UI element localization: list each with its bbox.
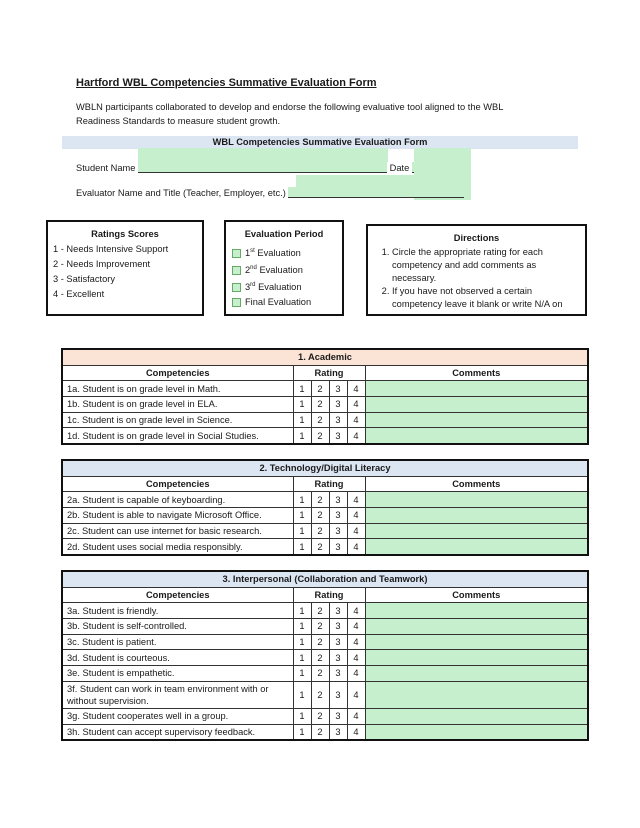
section-title: 1. Academic [62, 349, 588, 365]
ratings-heading: Ratings Scores [91, 229, 159, 239]
table-row [62, 708, 588, 724]
rating-option[interactable]: 1 [293, 650, 311, 666]
rating-option[interactable]: 3 [329, 508, 347, 524]
rating-option[interactable]: 2 [311, 381, 329, 397]
rating-option[interactable]: 2 [311, 508, 329, 524]
rating-option[interactable]: 1 [293, 397, 311, 413]
direction-item: 1. Circle the appropriate rating for each competency and add comments as necessary. [392, 246, 577, 285]
student-name-field[interactable] [138, 162, 387, 173]
intro-text: WBLN participants collaborated to develop and endorse the following evaluative tool aligned to the WBL Readiness Standards to measure student growth. [76, 102, 504, 126]
table-row [62, 539, 588, 555]
comments-field[interactable] [365, 412, 588, 428]
rating-option[interactable]: 1 [293, 724, 311, 740]
table-row [62, 650, 588, 666]
rating-option[interactable]: 4 [347, 619, 365, 635]
comments-field[interactable] [365, 650, 588, 666]
competencies-header: Competencies [62, 365, 293, 381]
period-option[interactable]: 1st Evaluation [232, 244, 336, 261]
rating-option[interactable]: 4 [347, 492, 365, 508]
table-row [62, 381, 588, 397]
evaluator-field[interactable] [288, 187, 464, 198]
rating-option[interactable]: 3 [329, 708, 347, 724]
checkbox-icon[interactable] [232, 283, 241, 292]
ratings-scores-box [46, 220, 204, 316]
rating-item: 4 - Excellent [53, 289, 105, 299]
competency-cell: 1c. Student is on grade level in Science. [62, 412, 293, 428]
rating-option[interactable]: 4 [347, 523, 365, 539]
rating-header: Rating [293, 587, 365, 603]
rating-option[interactable]: 2 [311, 634, 329, 650]
rating-option[interactable]: 2 [311, 619, 329, 635]
competency-cell: 1a. Student is on grade level in Math. [62, 381, 293, 397]
competency-cell: 3f. Student can work in team environment with or without supervision. [62, 681, 293, 708]
rating-option[interactable]: 4 [347, 603, 365, 619]
period-option[interactable]: Final Evaluation [232, 295, 336, 310]
competency-cell: 3d. Student is courteous. [62, 650, 293, 666]
rating-option[interactable]: 1 [293, 381, 311, 397]
section-title: 3. Interpersonal (Collaboration and Teamwork) [62, 571, 588, 587]
rating-option[interactable]: 3 [329, 539, 347, 555]
rating-option[interactable]: 3 [329, 724, 347, 740]
rating-option[interactable]: 1 [293, 603, 311, 619]
section-interpersonal [61, 570, 589, 741]
rating-option[interactable]: 4 [347, 650, 365, 666]
checkbox-icon[interactable] [232, 266, 241, 275]
date-label: Date [389, 163, 410, 173]
rating-option[interactable]: 2 [311, 523, 329, 539]
rating-option[interactable]: 3 [329, 681, 347, 708]
rating-item: 3 - Satisfactory [53, 274, 116, 284]
comments-header: Comments [365, 587, 588, 603]
rating-option[interactable]: 1 [293, 708, 311, 724]
rating-option[interactable]: 3 [329, 634, 347, 650]
table-row [62, 397, 588, 413]
page-title: Hartford WBL Competencies Summative Evaluation Form [76, 77, 377, 89]
evaluation-period-box [224, 220, 344, 316]
competency-cell: 3h. Student can accept supervisory feedback. [62, 724, 293, 740]
period-option[interactable]: 2nd Evaluation [232, 261, 336, 278]
rating-option[interactable]: 3 [329, 428, 347, 444]
rating-option[interactable]: 2 [311, 397, 329, 413]
competency-cell: 1b. Student is on grade level in ELA. [62, 397, 293, 413]
rating-option[interactable]: 4 [347, 681, 365, 708]
directions-box [366, 224, 587, 316]
comments-field[interactable] [365, 724, 588, 740]
comments-field[interactable] [365, 397, 588, 413]
rating-option[interactable]: 2 [311, 708, 329, 724]
rating-option[interactable]: 1 [293, 428, 311, 444]
rating-item: 2 - Needs Improvement [53, 259, 151, 269]
table-row [62, 603, 588, 619]
rating-option[interactable]: 3 [329, 492, 347, 508]
comments-header: Comments [365, 365, 588, 381]
rating-option[interactable]: 1 [293, 412, 311, 428]
directions-heading: Directions [453, 233, 500, 243]
rating-option[interactable]: 3 [329, 603, 347, 619]
competency-cell: 3a. Student is friendly. [62, 603, 293, 619]
rating-option[interactable]: 4 [347, 412, 365, 428]
section-title: 2. Technology/Digital Literacy [62, 460, 588, 476]
rating-option[interactable]: 4 [347, 539, 365, 555]
rating-option[interactable]: 3 [329, 650, 347, 666]
table-row [62, 523, 588, 539]
comments-field[interactable] [365, 492, 588, 508]
rating-option[interactable]: 4 [347, 428, 365, 444]
comments-field[interactable] [365, 634, 588, 650]
evaluator-row [76, 187, 464, 198]
form-title-bar: WBL Competencies Summative Evaluation Form [62, 136, 578, 149]
rating-option[interactable]: 2 [311, 603, 329, 619]
section-technology [61, 459, 589, 556]
table-row [62, 666, 588, 682]
competency-cell: 3b. Student is self-controlled. [62, 619, 293, 635]
student-name-field-fill [138, 148, 388, 162]
competency-cell: 3g. Student cooperates well in a group. [62, 708, 293, 724]
rating-option[interactable]: 2 [311, 428, 329, 444]
period-heading: Evaluation Period [244, 229, 324, 239]
rating-option[interactable]: 3 [329, 666, 347, 682]
rating-option[interactable]: 4 [347, 397, 365, 413]
evaluator-label: Evaluator Name and Title (Teacher, Employer, etc.) [76, 188, 286, 198]
rating-option[interactable]: 3 [329, 397, 347, 413]
rating-option[interactable]: 3 [329, 523, 347, 539]
rating-option[interactable]: 1 [293, 619, 311, 635]
table-row [62, 508, 588, 524]
rating-header: Rating [293, 476, 365, 492]
rating-option[interactable]: 1 [293, 681, 311, 708]
rating-option[interactable]: 2 [311, 724, 329, 740]
rating-option[interactable]: 3 [329, 381, 347, 397]
rating-option[interactable]: 3 [329, 619, 347, 635]
table-row [62, 724, 588, 740]
evaluator-field-fill [296, 175, 414, 187]
rating-option[interactable]: 4 [347, 634, 365, 650]
rating-option[interactable]: 2 [311, 492, 329, 508]
rating-option[interactable]: 1 [293, 666, 311, 682]
period-option[interactable]: 3rd Evaluation [232, 278, 336, 295]
rating-option[interactable]: 2 [311, 412, 329, 428]
rating-option[interactable]: 1 [293, 508, 311, 524]
rating-option[interactable]: 4 [347, 666, 365, 682]
competency-cell: 2a. Student is capable of keyboarding. [62, 492, 293, 508]
comments-field[interactable] [365, 708, 588, 724]
comments-field[interactable] [365, 381, 588, 397]
rating-header: Rating [293, 365, 365, 381]
rating-option[interactable]: 1 [293, 634, 311, 650]
table-row [62, 681, 588, 708]
student-name-row [76, 162, 468, 173]
competency-cell: 3e. Student is empathetic. [62, 666, 293, 682]
rating-option[interactable]: 2 [311, 681, 329, 708]
comments-header: Comments [365, 476, 588, 492]
rating-option[interactable]: 4 [347, 724, 365, 740]
competency-cell: 2c. Student can use internet for basic research. [62, 523, 293, 539]
competencies-header: Competencies [62, 476, 293, 492]
comments-field[interactable] [365, 508, 588, 524]
rating-option[interactable]: 4 [347, 381, 365, 397]
competency-cell: 2b. Student is able to navigate Microsoft Office. [62, 508, 293, 524]
rating-option[interactable]: 3 [329, 412, 347, 428]
table-row [62, 634, 588, 650]
comments-field[interactable] [365, 523, 588, 539]
competency-cell: 1d. Student is on grade level in Social Studies. [62, 428, 293, 444]
comments-field[interactable] [365, 681, 588, 708]
student-name-label: Student Name [76, 163, 136, 173]
comments-field[interactable] [365, 619, 588, 635]
rating-option[interactable]: 2 [311, 666, 329, 682]
comments-field[interactable] [365, 603, 588, 619]
table-row [62, 619, 588, 635]
rating-option[interactable]: 4 [347, 508, 365, 524]
competencies-header: Competencies [62, 587, 293, 603]
rating-option[interactable]: 1 [293, 523, 311, 539]
checkbox-icon[interactable] [232, 298, 241, 307]
rating-option[interactable]: 1 [293, 492, 311, 508]
rating-option[interactable]: 2 [311, 539, 329, 555]
competency-cell: 2d. Student uses social media responsibly. [62, 539, 293, 555]
table-row [62, 492, 588, 508]
table-row [62, 428, 588, 444]
checkbox-icon[interactable] [232, 249, 241, 258]
rating-option[interactable]: 1 [293, 539, 311, 555]
rating-option[interactable]: 2 [311, 650, 329, 666]
rating-option[interactable]: 4 [347, 708, 365, 724]
competency-cell: 3c. Student is patient. [62, 634, 293, 650]
rating-item: 1 - Needs Intensive Support [53, 244, 169, 254]
comments-field[interactable] [365, 666, 588, 682]
comments-field[interactable] [365, 428, 588, 444]
section-academic [61, 348, 589, 445]
comments-field[interactable] [365, 539, 588, 555]
table-row [62, 412, 588, 428]
direction-item: 2. If you have not observed a certain competency leave it blank or write N/A on [392, 285, 577, 311]
